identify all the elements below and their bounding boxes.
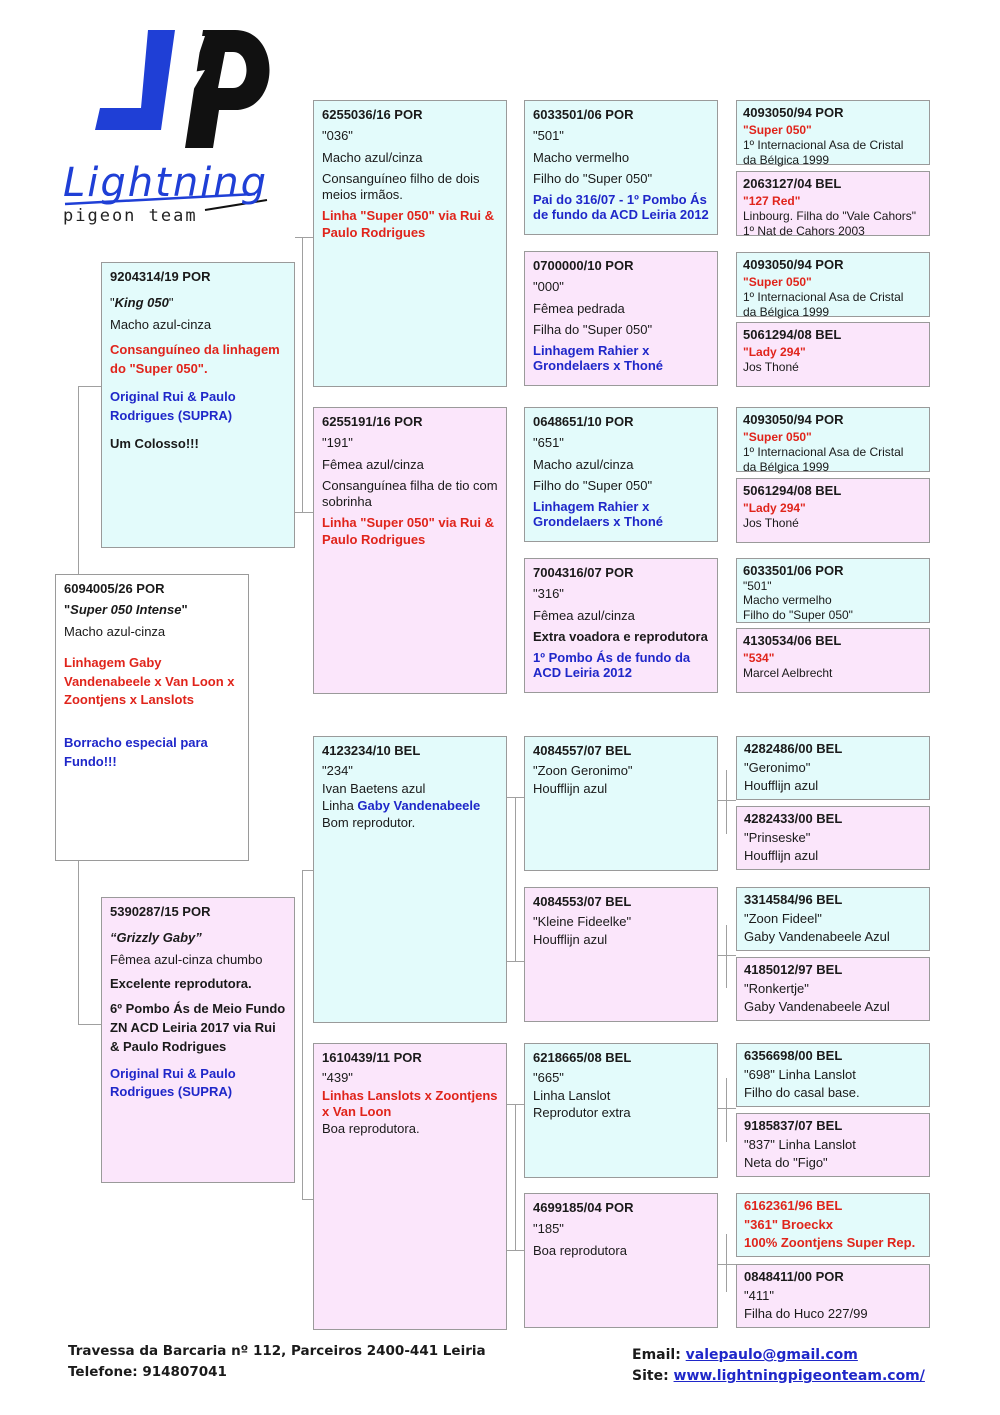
connector [726, 925, 727, 988]
g3-card-b [524, 251, 718, 386]
connector [302, 1199, 313, 1200]
line1: Neta do "Figo" [744, 1154, 828, 1170]
sire-ring: 9204314/19 POR [110, 269, 211, 284]
ring: 1610439/11 POR [322, 1050, 422, 1065]
text: Reprodutor extra [533, 1104, 631, 1120]
text: Extra voadora e reprodutora [533, 628, 708, 644]
g4-card-12 [736, 1043, 930, 1107]
note: Linhagem Rahier x Grondelaers x Thoné [533, 343, 664, 374]
line2: da Bélgica 1999 [743, 152, 830, 167]
subject-desc: Macho azul-cinza [64, 623, 166, 639]
nick: "191" [322, 435, 353, 451]
lineage: Linha "Super 050" via Rui & Paulo Rodrigues [322, 208, 494, 240]
line2: 1º Nat de Cahors 2003 [743, 223, 865, 238]
lineage: Linha "Super 050" via Rui & Paulo Rodrigues [322, 515, 494, 547]
nick: "Super 050" [743, 275, 812, 290]
g3-card-f [524, 887, 718, 1022]
text: Bom reprodutor. [322, 815, 416, 830]
connector [726, 1078, 727, 1142]
nick: "127 Red" [743, 194, 801, 209]
g4-card-6 [736, 558, 930, 623]
ring: 4130534/06 BEL [743, 633, 842, 648]
ring: 7004316/07 POR [533, 565, 634, 580]
connector [718, 1264, 736, 1265]
ring: 2063127/04 BEL [743, 176, 842, 191]
line1: 1º Internacional Asa de Cristal [743, 290, 904, 305]
sire-desc: Macho azul-cinza [110, 316, 212, 332]
desc: Houfflijn azul [533, 780, 608, 796]
email-link[interactable]: valepaulo@gmail.com [685, 1347, 858, 1363]
line2: da Bélgica 1999 [743, 459, 830, 474]
ring: 4093050/94 POR [743, 412, 844, 427]
ring: 5061294/08 BEL [743, 327, 842, 342]
line1: 1º Internacional Asa de Cristal [743, 445, 904, 460]
subject-note: Borracho especial para Fundo!!! [64, 735, 208, 770]
line1: Gaby Vandenabeele Azul [744, 928, 890, 944]
g4-card-2 [736, 252, 930, 317]
ring: 4084557/07 BEL [533, 743, 632, 758]
connector [726, 770, 727, 834]
g4-card-0 [736, 100, 930, 165]
g4-card-3 [736, 322, 930, 387]
sire-dam-card [313, 407, 507, 694]
text: Boa reprodutora. [322, 1121, 420, 1136]
lightning-logo [55, 22, 295, 232]
ring: 4123234/10 BEL [322, 743, 421, 758]
connector [515, 797, 516, 962]
text: Consanguínea filha de tio com sobrinha [322, 477, 498, 509]
subject-lineage: Linhagem Gaby Vandenabeele x Van Loon x Zoontjens x Lanslots [64, 654, 235, 708]
subject-name: "Super 050 Intense" [64, 602, 188, 618]
g4-card-9 [736, 806, 930, 870]
g3-card-g [524, 1043, 718, 1178]
dam-card [101, 897, 295, 1183]
nick: "837" Linha Lanslot [744, 1137, 856, 1153]
logo-subtitle: pigeon team [63, 206, 198, 226]
nick: "Zoon Geronimo" [533, 763, 633, 779]
sire-note: Um Colosso!!! [110, 436, 199, 452]
line1: Jos Thoné [743, 516, 799, 531]
g3-card-c [524, 407, 718, 542]
ring: 4282486/00 BEL [744, 741, 843, 756]
connector [295, 512, 313, 513]
sire-sire-card [313, 100, 507, 387]
line2: Filho do "Super 050" [743, 607, 853, 622]
line1: 100% Zoontjens Super Rep. [744, 1234, 916, 1250]
desc: Houfflijn azul [533, 931, 608, 947]
email-label: Email: [632, 1347, 686, 1363]
subject-ring: 6094005/26 POR [64, 581, 165, 596]
subject-card [55, 574, 249, 861]
ring: 4093050/94 POR [743, 257, 844, 272]
note: Linhagem Rahier x Grondelaers x Thoné [533, 499, 664, 530]
ring: 6162361/96 BEL [744, 1198, 843, 1213]
nick: "Zoon Fideel" [744, 911, 822, 927]
desc: Fêmea pedrada [533, 300, 625, 316]
dam-b1: Excelente reprodutora. [110, 975, 252, 991]
line1: Marcel Aelbrecht [743, 666, 833, 681]
connector [507, 1250, 524, 1251]
nick: "501" [743, 579, 772, 594]
ring: 6356698/00 BEL [744, 1048, 843, 1063]
connector [718, 955, 736, 956]
text: Boa reprodutora [533, 1242, 627, 1258]
note: Pai do 316/07 - 1º Pombo Ás de fundo da ACD Leiria 2012 [533, 192, 709, 223]
connector [78, 1024, 101, 1025]
nick: "Prinseske" [744, 830, 811, 846]
footer-phone: Telefone: 914807041 [68, 1364, 227, 1380]
desc: Macho vermelho [533, 149, 630, 165]
text: Filho do "Super 050" [533, 477, 653, 493]
line1: Gaby Vandenabeele Azul [744, 998, 890, 1014]
ring: 4084553/07 BEL [533, 894, 632, 909]
ring: 5061294/08 BEL [743, 483, 842, 498]
g4-card-1 [736, 171, 930, 236]
nick: "Super 050" [743, 430, 812, 445]
g4-card-11 [736, 957, 930, 1021]
connector [507, 1104, 524, 1105]
g4-card-15 [736, 1264, 930, 1328]
line1: Linbourg. Filha do "Vale Cahors" [743, 209, 917, 224]
sire-blue: Original Rui & Paulo Rodrigues (SUPRA) [110, 389, 236, 424]
desc: Fêmea azul/cinza [322, 456, 424, 472]
nick: "665" [533, 1070, 564, 1086]
connector [515, 1104, 516, 1251]
footer-site-row [632, 1366, 925, 1387]
site-link[interactable]: www.lightningpigeonteam.com/ [673, 1368, 925, 1384]
connector [718, 800, 736, 801]
line1: Houfflijn azul [744, 777, 819, 793]
nick: "185" [533, 1221, 564, 1237]
footer-email-row [632, 1345, 925, 1366]
ring: 4282433/00 BEL [744, 811, 843, 826]
nick: "Geronimo" [744, 760, 811, 776]
g4-card-13 [736, 1113, 930, 1177]
line: Linha Gaby Vandenabeele [322, 797, 481, 813]
g4-card-4 [736, 407, 930, 472]
line1: 1º Internacional Asa de Cristal [743, 138, 904, 153]
sire-name: "King 050" [110, 295, 174, 311]
line1: Houfflijn azul [744, 847, 819, 863]
nick: "Lady 294" [743, 501, 806, 516]
g3-card-e [524, 736, 718, 871]
nick: "Lady 294" [743, 345, 806, 360]
ring: 4185012/97 BEL [744, 962, 843, 977]
nick: "534" [743, 651, 775, 666]
connector [507, 961, 524, 962]
nick: "316" [533, 586, 564, 602]
ring: 6033501/06 POR [533, 107, 634, 122]
connector [302, 870, 313, 871]
connector [726, 1234, 727, 1292]
connector [302, 237, 303, 513]
desc: Ivan Baetens azul [322, 780, 426, 796]
ring: 3314584/96 BEL [744, 892, 843, 907]
g4-card-10 [736, 887, 930, 951]
desc: Macho azul/cinza [322, 149, 423, 165]
ring: 6255036/16 POR [322, 107, 423, 122]
dam-desc: Fêmea azul-cinza chumbo [110, 951, 263, 967]
ring: 6255191/16 POR [322, 414, 423, 429]
nick: "Ronkertje" [744, 981, 809, 997]
footer-contact-block [632, 1345, 925, 1387]
connector [507, 797, 524, 798]
line1: Macho vermelho [743, 593, 832, 608]
ring: 0700000/10 POR [533, 258, 634, 273]
line1: Jos Thoné [743, 360, 799, 375]
nick: "000" [533, 279, 564, 295]
connector [718, 1108, 736, 1109]
site-label: Site: [632, 1368, 674, 1384]
nick: "Super 050" [743, 123, 812, 138]
footer-address: Travessa da Barcaria nº 112, Parceiros 2400-441 Leiria [68, 1343, 486, 1359]
nick: "411" [744, 1288, 774, 1304]
g4-card-5 [736, 478, 930, 543]
g4-card-7 [736, 628, 930, 693]
footer-address-block [68, 1341, 486, 1383]
g3-card-a [524, 100, 718, 235]
nick: "698" Linha Lanslot [744, 1067, 856, 1083]
ring: 6218665/08 BEL [533, 1050, 632, 1065]
ring: 0848411/00 POR [744, 1269, 844, 1284]
connector [78, 386, 101, 387]
lineage: Linhas Lanslots x Zoontjens x Van Loon [322, 1087, 498, 1119]
g3-card-d [524, 558, 718, 693]
desc: Fêmea azul/cinza [533, 607, 635, 623]
ring: 0648651/10 POR [533, 414, 634, 429]
line1: Filho do casal base. [744, 1084, 860, 1100]
desc: Linha Lanslot [533, 1087, 611, 1103]
nick: "439" [322, 1070, 353, 1086]
ring: 4699185/04 POR [533, 1200, 634, 1215]
nick: "501" [533, 128, 564, 144]
line2: da Bélgica 1999 [743, 304, 830, 319]
ring: 9185837/07 BEL [744, 1118, 843, 1133]
dam-blue: Original Rui & Paulo Rodrigues (SUPRA) [110, 1065, 236, 1100]
text: Consanguíneo filho de dois meios irmãos. [322, 170, 480, 202]
nick: "Kleine Fideelke" [533, 914, 632, 930]
connector [78, 386, 79, 574]
nick: "036" [322, 128, 353, 144]
note: 1º Pombo Ás de fundo da ACD Leiria 2012 [533, 650, 691, 681]
nick: "361" Broeckx [744, 1217, 833, 1233]
g4-card-8 [736, 736, 930, 800]
line1: Filha do Huco 227/99 [744, 1305, 868, 1321]
sire-red: Consanguíneo da linhagem do "Super 050". [110, 341, 280, 376]
nick: "651" [533, 435, 564, 451]
dam-ring: 5390287/15 POR [110, 904, 211, 919]
dam-name: “Grizzly Gaby” [110, 930, 202, 946]
connector [302, 870, 303, 1200]
g4-card-14 [736, 1193, 930, 1257]
connector [295, 237, 313, 238]
g3-card-h [524, 1193, 718, 1328]
ring: 4093050/94 POR [743, 105, 844, 120]
nick: "234" [322, 763, 353, 779]
logo-wordmark: Lightning [63, 160, 269, 206]
dam-b2: 6º Pombo Ás de Meio Fundo ZN ACD Leiria 2017 via Rui & Paulo Rodrigues [110, 1001, 286, 1054]
text: Filho do "Super 050" [533, 170, 653, 186]
dam-dam-card [313, 1043, 507, 1330]
connector [78, 860, 79, 1025]
text: Filha do "Super 050" [533, 321, 653, 337]
desc: Macho azul/cinza [533, 456, 634, 472]
sire-card [101, 262, 295, 548]
dam-sire-card [313, 736, 507, 1023]
ring: 6033501/06 POR [743, 563, 844, 578]
